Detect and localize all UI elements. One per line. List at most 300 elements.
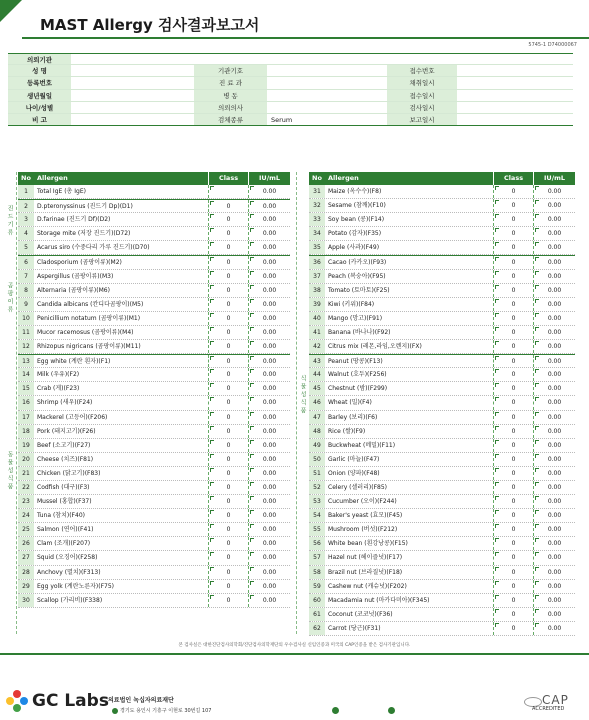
allergen-name: Cucumber (오이)(F244) bbox=[328, 498, 397, 506]
row-number: 41 bbox=[309, 326, 325, 339]
table-row bbox=[18, 580, 290, 594]
allergen-name: Chicken (닭고기)(F83) bbox=[37, 469, 101, 477]
allergen-class: 0 bbox=[493, 551, 533, 564]
allergen-class: 0 bbox=[208, 566, 248, 579]
row-number: 22 bbox=[18, 481, 34, 494]
info-row bbox=[8, 90, 573, 102]
allergen-name: Brazil nut (브라질넛)(F18) bbox=[328, 568, 403, 576]
info-value bbox=[71, 65, 194, 76]
table-row bbox=[309, 622, 575, 636]
allergen-name: Celery (셀러리)(F85) bbox=[328, 483, 388, 491]
footer-rule bbox=[0, 653, 589, 655]
allergen-class: 0 bbox=[208, 495, 248, 508]
table-row bbox=[18, 594, 290, 608]
allergen-iu-value: 0.00 bbox=[533, 495, 575, 508]
allergen-class: 0 bbox=[493, 580, 533, 593]
allergen-class: 0 bbox=[493, 622, 533, 635]
row-number: 46 bbox=[309, 396, 325, 409]
allergen-class: 0 bbox=[493, 467, 533, 480]
row-number: 1 bbox=[18, 185, 34, 198]
header-no: No bbox=[21, 174, 31, 182]
allergen-iu-value: 0.00 bbox=[533, 227, 575, 240]
allergen-class: 0 bbox=[493, 213, 533, 226]
table-header bbox=[309, 172, 575, 185]
table-row bbox=[309, 551, 575, 565]
allergen-iu-value: 0.00 bbox=[248, 439, 290, 452]
row-number: 32 bbox=[309, 199, 325, 212]
group-label-mites: 진드기류 bbox=[6, 205, 13, 237]
row-number: 13 bbox=[18, 355, 34, 367]
row-number: 60 bbox=[309, 594, 325, 607]
table-row bbox=[18, 509, 290, 523]
allergen-iu-value: 0.00 bbox=[533, 580, 575, 593]
info-label: 보고일시 bbox=[387, 114, 457, 125]
row-number: 26 bbox=[18, 537, 34, 550]
allergen-iu-value: 0.00 bbox=[248, 425, 290, 438]
info-value bbox=[267, 102, 387, 113]
allergen-iu-value: 0.00 bbox=[533, 594, 575, 607]
allergen-iu-value: 0.00 bbox=[533, 368, 575, 381]
allergen-iu-value: 0.00 bbox=[248, 256, 290, 268]
allergen-class: 0 bbox=[493, 566, 533, 579]
table-row bbox=[309, 537, 575, 551]
allergen-iu-value: 0.00 bbox=[533, 355, 575, 367]
table-row bbox=[18, 368, 290, 382]
table-row bbox=[18, 425, 290, 439]
cap-text: CAP bbox=[542, 693, 569, 707]
allergen-name: Storage mite (저장 진드기)(D72) bbox=[37, 230, 131, 238]
row-number: 59 bbox=[309, 580, 325, 593]
table-row bbox=[18, 453, 290, 467]
allergen-table-left bbox=[18, 172, 290, 608]
allergen-iu-value: 0.00 bbox=[248, 537, 290, 550]
info-value bbox=[71, 102, 194, 113]
allergen-iu-value: 0.00 bbox=[248, 284, 290, 297]
row-number: 10 bbox=[18, 312, 34, 325]
row-number: 15 bbox=[18, 382, 34, 395]
allergen-class: 0 bbox=[208, 382, 248, 395]
allergen-class: 0 bbox=[493, 439, 533, 452]
info-label: 기관기호 bbox=[194, 65, 267, 76]
row-number: 21 bbox=[18, 467, 34, 480]
row-number: 27 bbox=[18, 551, 34, 564]
table-row bbox=[18, 551, 290, 565]
allergen-iu-value: 0.00 bbox=[248, 481, 290, 494]
row-number: 8 bbox=[18, 284, 34, 297]
allergen-name: Peanut (땅콩)(F13) bbox=[328, 358, 383, 366]
allergen-class: 0 bbox=[208, 340, 248, 353]
allergen-name: Cashew nut (캐슈넛)(F202) bbox=[328, 582, 407, 590]
allergen-iu-value: 0.00 bbox=[533, 467, 575, 480]
info-value bbox=[457, 65, 573, 76]
header-allergen: Allergen bbox=[328, 174, 359, 182]
row-number: 44 bbox=[309, 368, 325, 381]
info-row bbox=[8, 114, 573, 126]
row-number: 12 bbox=[18, 340, 34, 353]
table-row bbox=[18, 270, 290, 284]
info-label: 검사일시 bbox=[387, 102, 457, 113]
allergen-name: White bean (흰강낭콩)(F15) bbox=[328, 540, 408, 548]
allergen-class: 0 bbox=[208, 284, 248, 297]
allergen-class: 0 bbox=[493, 509, 533, 522]
allergen-iu-value: 0.00 bbox=[248, 312, 290, 325]
allergen-name: Coconut (코코넛)(F36) bbox=[328, 610, 393, 618]
row-number: 42 bbox=[309, 340, 325, 353]
row-number: 29 bbox=[18, 580, 34, 593]
allergen-iu-value: 0.00 bbox=[248, 241, 290, 254]
row-number: 57 bbox=[309, 551, 325, 564]
row-number: 18 bbox=[18, 425, 34, 438]
cap-accreditation-logo bbox=[520, 693, 582, 717]
allergen-class: 0 bbox=[493, 537, 533, 550]
info-value bbox=[71, 77, 194, 88]
row-number: 48 bbox=[309, 425, 325, 438]
row-number: 61 bbox=[309, 608, 325, 621]
table-row bbox=[309, 199, 575, 213]
allergen-class: 0 bbox=[208, 509, 248, 522]
allergen-iu-value: 0.00 bbox=[248, 411, 290, 424]
table-row bbox=[18, 481, 290, 495]
table-row bbox=[309, 227, 575, 241]
table-row bbox=[309, 255, 575, 269]
allergen-class: 0 bbox=[208, 270, 248, 283]
allergen-name: Banana (바나나)(F92) bbox=[328, 328, 391, 336]
row-number: 11 bbox=[18, 326, 34, 339]
table-row bbox=[18, 354, 290, 368]
allergen-name: Egg yolk (계란노른자)(F75) bbox=[37, 582, 115, 590]
table-row bbox=[18, 537, 290, 551]
allergen-table-right bbox=[309, 172, 575, 636]
allergen-name: Garlic (마늘)(F47) bbox=[328, 455, 380, 463]
header-class: Class bbox=[493, 172, 533, 185]
allergen-iu-value: 0.00 bbox=[248, 396, 290, 409]
allergen-iu-value: 0.00 bbox=[533, 425, 575, 438]
allergen-class: 0 bbox=[208, 326, 248, 339]
allergen-class: 0 bbox=[208, 580, 248, 593]
allergen-iu-value: 0.00 bbox=[248, 382, 290, 395]
allergen-name: Macadamia nut (마카다미아)(F345) bbox=[328, 596, 430, 604]
allergen-iu-value: 0.00 bbox=[533, 382, 575, 395]
allergen-class: 0 bbox=[208, 551, 248, 564]
row-number: 7 bbox=[18, 270, 34, 283]
row-number: 16 bbox=[18, 396, 34, 409]
info-value: Serum bbox=[271, 115, 293, 124]
header-class: Class bbox=[208, 172, 248, 185]
allergen-class: 0 bbox=[208, 368, 248, 381]
header-allergen: Allergen bbox=[37, 174, 68, 182]
allergen-name: Cheese (치즈)(F81) bbox=[37, 455, 94, 463]
allergen-name: D.pteronyssinus (진드기 Dp)(D1) bbox=[37, 203, 133, 211]
info-label: 생년월일 bbox=[8, 90, 71, 101]
allergen-name: Onion (양파)(F48) bbox=[328, 469, 380, 477]
table-row bbox=[18, 326, 290, 340]
allergen-name: Maize (옥수수)(F8) bbox=[328, 188, 382, 195]
table-row bbox=[309, 382, 575, 396]
allergen-name: Penicillium notatum (곰팡이류)(M1) bbox=[37, 314, 141, 322]
allergen-iu-value: 0.00 bbox=[533, 298, 575, 311]
info-row bbox=[8, 65, 573, 77]
row-number: 14 bbox=[18, 368, 34, 381]
table-row bbox=[309, 580, 575, 594]
table-row bbox=[18, 199, 290, 213]
allergen-class: 0 bbox=[493, 227, 533, 240]
allergen-class: 0 bbox=[493, 355, 533, 367]
report-title: MAST Allergy 검사결과보고서 bbox=[40, 16, 260, 34]
info-row-institution bbox=[8, 53, 573, 65]
allergen-iu-value: 0.00 bbox=[533, 608, 575, 621]
table-row bbox=[18, 185, 290, 199]
table-row bbox=[309, 298, 575, 312]
allergen-iu-value: 0.00 bbox=[533, 312, 575, 325]
allergen-name: Milk (우유)(F2) bbox=[37, 371, 80, 379]
allergen-iu-value: 0.00 bbox=[248, 467, 290, 480]
allergen-name: Acarus siro (수중다리 가루 진드기)(D70) bbox=[37, 244, 150, 252]
allergen-name: Total IgE (총 IgE) bbox=[37, 188, 86, 195]
organization-name: 의료법인 녹십자의료재단 bbox=[108, 697, 174, 704]
row-number: 2 bbox=[18, 200, 34, 212]
table-row bbox=[309, 439, 575, 453]
table-row bbox=[309, 284, 575, 298]
allergen-name: Baker's yeast (효모)(F45) bbox=[328, 512, 403, 520]
info-row bbox=[8, 102, 573, 114]
allergen-class: 0 bbox=[208, 396, 248, 409]
allergen-iu-value: 0.00 bbox=[248, 213, 290, 226]
allergen-name: Pork (돼지고기)(F26) bbox=[37, 427, 96, 435]
allergen-class: 0 bbox=[493, 284, 533, 297]
info-label: 진 료 과 bbox=[194, 77, 267, 88]
allergen-class: 0 bbox=[208, 411, 248, 424]
allergen-class: 0 bbox=[493, 368, 533, 381]
table-row bbox=[18, 241, 290, 255]
row-number: 50 bbox=[309, 453, 325, 466]
left-dashed-rule bbox=[16, 172, 17, 634]
allergen-name: Egg white (계란 흰자)(F1) bbox=[37, 358, 111, 366]
row-number: 55 bbox=[309, 523, 325, 536]
allergen-class: 0 bbox=[208, 298, 248, 311]
row-number: 25 bbox=[18, 523, 34, 536]
allergen-name: Codfish (대구)(F3) bbox=[37, 483, 90, 491]
row-number: 52 bbox=[309, 481, 325, 494]
row-number: 56 bbox=[309, 537, 325, 550]
row-number: 31 bbox=[309, 185, 325, 198]
row-number: 23 bbox=[18, 495, 34, 508]
allergen-name: Buckwheat (메밀)(F11) bbox=[328, 441, 396, 449]
allergen-name: Shrimp (새우)(F24) bbox=[37, 399, 93, 407]
table-row bbox=[309, 354, 575, 368]
row-number: 17 bbox=[18, 411, 34, 424]
table-row bbox=[18, 340, 290, 354]
row-number: 58 bbox=[309, 566, 325, 579]
allergen-class: 0 bbox=[493, 312, 533, 325]
gc-logo-icon bbox=[6, 690, 28, 712]
info-label: 의뢰의사 bbox=[194, 102, 267, 113]
row-number: 51 bbox=[309, 467, 325, 480]
allergen-iu-value: 0.00 bbox=[533, 213, 575, 226]
allergen-iu-value: 0.00 bbox=[248, 340, 290, 353]
allergen-name: Mackerel (고등어)(F206) bbox=[37, 413, 108, 421]
patient-info-table bbox=[8, 53, 573, 126]
info-label: 접수일시 bbox=[387, 90, 457, 101]
allergen-iu-value: 0.00 bbox=[248, 200, 290, 212]
allergen-class: 0 bbox=[208, 439, 248, 452]
table-row bbox=[309, 453, 575, 467]
allergen-name: Peach (복숭아)(F95) bbox=[328, 272, 386, 280]
allergen-name: Tuna (참치)(F40) bbox=[37, 512, 85, 520]
allergen-name: Carrot (당근)(F31) bbox=[328, 624, 381, 632]
allergen-iu-value: 0.00 bbox=[248, 453, 290, 466]
info-value bbox=[71, 90, 194, 101]
row-number: 4 bbox=[18, 227, 34, 240]
allergen-iu-value: 0.00 bbox=[533, 185, 575, 198]
info-label: 등록번호 bbox=[8, 77, 71, 88]
allergen-class: 0 bbox=[493, 594, 533, 607]
allergen-class: 0 bbox=[493, 411, 533, 424]
allergen-iu-value: 0.00 bbox=[533, 284, 575, 297]
table-row bbox=[18, 298, 290, 312]
info-value bbox=[457, 114, 573, 125]
allergen-iu-value: 0.00 bbox=[533, 509, 575, 522]
allergen-iu-value: 0.00 bbox=[248, 326, 290, 339]
info-value bbox=[267, 77, 387, 88]
allergen-name: Beef (소고기)(F27) bbox=[37, 441, 91, 449]
row-number: 20 bbox=[18, 453, 34, 466]
table-row bbox=[309, 326, 575, 340]
info-value bbox=[457, 102, 573, 113]
allergen-name: Salmon (연어)(F41) bbox=[37, 526, 94, 534]
institution-value bbox=[71, 54, 573, 64]
allergen-name: Chestnut (밤)(F299) bbox=[328, 385, 388, 393]
allergen-class: 0 bbox=[493, 326, 533, 339]
allergen-name: Mushroom (버섯)(F212) bbox=[328, 526, 398, 534]
info-value bbox=[267, 65, 387, 76]
allergen-name: Crab (게)(F23) bbox=[37, 385, 80, 393]
allergen-name: Walnut (호두)(F256) bbox=[328, 371, 387, 379]
allergen-iu-value: 0.00 bbox=[533, 551, 575, 564]
corner-accent bbox=[0, 0, 22, 22]
address bbox=[112, 707, 211, 714]
allergen-name: Scallop (가리비)(F338) bbox=[37, 596, 103, 604]
info-label: 채취일시 bbox=[387, 77, 457, 88]
allergen-class bbox=[208, 185, 248, 198]
table-row bbox=[309, 241, 575, 255]
table-row bbox=[18, 566, 290, 580]
row-number: 30 bbox=[18, 594, 34, 607]
table-row bbox=[309, 523, 575, 537]
row-number: 54 bbox=[309, 509, 325, 522]
header-rule bbox=[22, 37, 589, 39]
allergen-class: 0 bbox=[493, 270, 533, 283]
table-row bbox=[18, 382, 290, 396]
row-number: 62 bbox=[309, 622, 325, 635]
row-number: 28 bbox=[18, 566, 34, 579]
address-text: 경기도 용인시 기흥구 이현로 30번길 107 bbox=[120, 708, 212, 714]
allergen-name: Aspergillus (곰팡이류)(M3) bbox=[37, 272, 114, 280]
row-number: 53 bbox=[309, 495, 325, 508]
table-row bbox=[309, 608, 575, 622]
allergen-name: Candida albicans (칸디다곰팡이)(M5) bbox=[37, 300, 144, 308]
document-number: 5745-1 D74000067 bbox=[528, 42, 577, 48]
table-row bbox=[309, 566, 575, 580]
allergen-name: Wheat (밀)(F4) bbox=[328, 399, 372, 407]
allergen-class: 0 bbox=[208, 537, 248, 550]
allergen-name: D.farinae (진드기 Df)(D2) bbox=[37, 216, 111, 224]
allergen-name: Alternaria (곰팡이류)(M6) bbox=[37, 286, 110, 294]
allergen-iu-value: 0.00 bbox=[248, 368, 290, 381]
allergen-class: 0 bbox=[208, 312, 248, 325]
allergen-class: 0 bbox=[493, 425, 533, 438]
info-row bbox=[8, 77, 573, 89]
info-label: 비 고 bbox=[8, 114, 71, 125]
row-number: 36 bbox=[309, 256, 325, 268]
table-row bbox=[18, 213, 290, 227]
info-value bbox=[71, 114, 194, 125]
table-row bbox=[18, 284, 290, 298]
allergen-class: 0 bbox=[493, 185, 533, 198]
table-row bbox=[18, 227, 290, 241]
table-header bbox=[18, 172, 290, 185]
allergen-class: 0 bbox=[208, 481, 248, 494]
allergen-class: 0 bbox=[493, 298, 533, 311]
row-number: 6 bbox=[18, 256, 34, 268]
allergen-iu-value: 0.00 bbox=[248, 495, 290, 508]
table-row bbox=[309, 185, 575, 199]
row-number: 40 bbox=[309, 312, 325, 325]
allergen-iu-value: 0.00 bbox=[533, 523, 575, 536]
allergen-iu-value: 0.00 bbox=[533, 622, 575, 635]
allergen-iu-value: 0.00 bbox=[533, 396, 575, 409]
allergen-iu-value: 0.00 bbox=[248, 551, 290, 564]
allergen-class: 0 bbox=[493, 453, 533, 466]
row-number: 19 bbox=[18, 439, 34, 452]
info-label: 접수번호 bbox=[387, 65, 457, 76]
allergen-iu-value: 0.00 bbox=[533, 411, 575, 424]
row-number: 3 bbox=[18, 213, 34, 226]
allergen-class: 0 bbox=[208, 241, 248, 254]
allergen-name: Cladosporium (곰팡이류)(M2) bbox=[37, 259, 122, 267]
table-row bbox=[309, 467, 575, 481]
table-row bbox=[18, 312, 290, 326]
allergen-iu-value: 0.00 bbox=[248, 227, 290, 240]
allergen-name: Squid (오징어)(F258) bbox=[37, 554, 98, 562]
certification-note: 본 검사실은 대한진단검사의학회/진단검사의학재단의 우수검사실 신임인증과 미국의 CAP인증을 받은 검사기관입니다. bbox=[178, 643, 411, 648]
row-number: 9 bbox=[18, 298, 34, 311]
allergen-name: Soy bean (콩)(F14) bbox=[328, 216, 385, 224]
row-number: 39 bbox=[309, 298, 325, 311]
allergen-class: 0 bbox=[493, 199, 533, 212]
allergen-iu-value: 0.00 bbox=[248, 509, 290, 522]
allergen-iu-value: 0.00 bbox=[533, 481, 575, 494]
allergen-class: 0 bbox=[493, 396, 533, 409]
table-row bbox=[309, 368, 575, 382]
allergen-name: Hazel nut (헤이즐넛)(F17) bbox=[328, 554, 403, 562]
allergen-name: Mango (망고)(F91) bbox=[328, 314, 383, 322]
allergen-iu-value: 0.00 bbox=[248, 298, 290, 311]
allergen-iu-value: 0.00 bbox=[533, 270, 575, 283]
allergen-name: Cacao (카카오)(F93) bbox=[328, 259, 387, 267]
row-number: 37 bbox=[309, 270, 325, 283]
allergen-iu-value: 0.00 bbox=[248, 355, 290, 367]
table-row bbox=[309, 495, 575, 509]
allergen-class: 0 bbox=[493, 523, 533, 536]
allergen-class: 0 bbox=[208, 523, 248, 536]
group-label-animal-foods: 동물성식품 bbox=[6, 451, 13, 491]
allergen-class: 0 bbox=[493, 340, 533, 353]
allergen-iu-value: 0.00 bbox=[533, 241, 575, 254]
table-row bbox=[309, 213, 575, 227]
info-label: 나이/성별 bbox=[8, 102, 71, 113]
header-iu: IU/mL bbox=[533, 172, 575, 185]
phone-icon bbox=[332, 707, 339, 714]
